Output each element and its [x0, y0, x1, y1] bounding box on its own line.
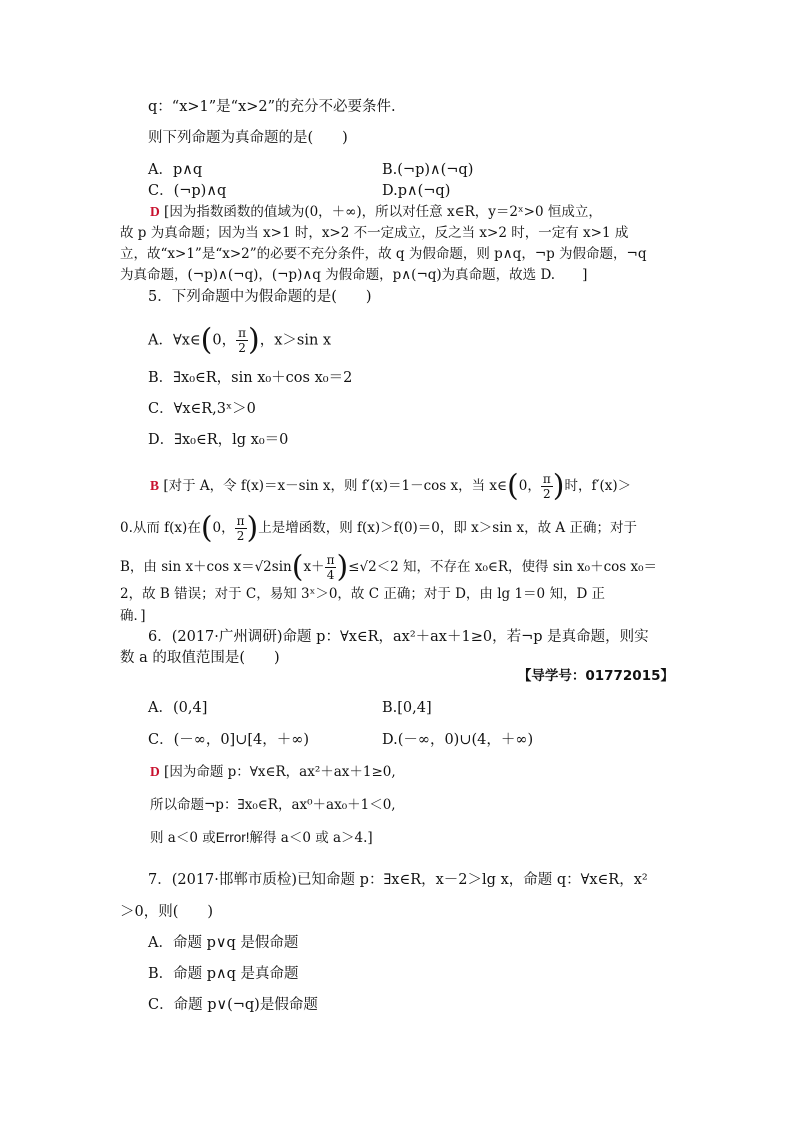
- q4-option-c: C．(¬p)∧q: [148, 183, 227, 199]
- q4-prompt: 则下列命题为真命题的是( ): [148, 130, 348, 146]
- q6-option-d: D.(－∞，0)∪(4，＋∞): [382, 732, 534, 748]
- q6-explanation-line1: D [因为命题 p：∀x∈R，ax²＋ax＋1≥0,: [150, 764, 396, 780]
- q5-explanation-line2: 0.从而 f(x)在(0， $\frac{\pi}{2}$ )上是增函数，则 f(x)＞f(0)＝0，即 x＞sin x，故 A 正确；对于: [120, 510, 637, 546]
- q4-option-b: B.(¬p)∧(¬q): [382, 162, 474, 178]
- q-statement: q：“x>1”是“x>2”的充分不必要条件.: [148, 99, 396, 115]
- q6-explanation-line2: 所以命题¬p：∃x₀∈R，ax⁰＋ax₀＋1＜0,: [150, 797, 396, 813]
- q4-option-d: D.p∧(¬q): [382, 183, 451, 199]
- q6-option-a: A．(0,4]: [148, 700, 208, 716]
- q4-answer-letter: D: [150, 204, 160, 219]
- q5-explanation-line4: 2，故 B 错误；对于 C，易知 3ˣ＞0，故 C 正确；对于 D，由 lg 1＝0 知，D 正: [120, 586, 606, 602]
- q4-explanation-line2: 故 p 为真命题；因为当 x>1 时，x>2 不一定成立，反之当 x>2 时，一定有 x>1 成: [120, 225, 629, 241]
- q4-explanation-line1: D [因为指数函数的值域为(0，＋∞)，所以对任意 x∈R，y＝2ˣ>0 恒成立，: [150, 204, 602, 220]
- field-error-text: Error!: [215, 830, 250, 845]
- q6-option-b: B.[0,4]: [382, 700, 432, 716]
- q5-explanation-line5: 确．]: [120, 608, 146, 624]
- q6-answer-letter: D: [150, 764, 160, 779]
- q7-option-c: C．命题 p∨(¬q)是假命题: [148, 997, 318, 1013]
- pi-over-2-fraction: $\frac{\pi}{2}$: [238, 326, 246, 355]
- q5-explanation-line3: B，由 sin x＋cos x＝√2sin(x＋ $\frac{\pi}{4}$ )≤√2＜2 知，不存在 x₀∈R，使得 sin x₀＋cos x₀＝: [120, 549, 658, 585]
- q7-prompt-line2: ＞0，则( ): [120, 904, 214, 920]
- q6-prompt-line1: 6．(2017·广州调研)命题 p：∀x∈R，ax²＋ax＋1≥0，若¬p 是真命题，则实: [148, 629, 649, 645]
- q7-prompt-line1: 7．(2017·邯郸市质检)已知命题 p：∃x∈R，x－2＞lg x，命题 q：∀x∈R，x²: [148, 872, 648, 888]
- q7-option-b: B．命题 p∧q 是真命题: [148, 966, 299, 982]
- q7-option-a: A．命题 p∨q 是假命题: [148, 935, 299, 951]
- q5-option-d: D．∃x₀∈R，lg x₀＝0: [148, 432, 289, 448]
- q5-prompt: 5．下列命题中为假命题的是( ): [148, 289, 372, 305]
- q6-option-c: C．(－∞，0]∪[4，＋∞): [148, 732, 309, 748]
- guide-number-tag: 【导学号：01772015】: [517, 668, 674, 684]
- q4-option-a: A．p∧q: [148, 162, 203, 178]
- q5-option-c: C．∀x∈R,3ˣ＞0: [148, 401, 256, 417]
- q5-option-b: B．∃x₀∈R，sin x₀＋cos x₀＝2: [148, 370, 353, 386]
- q5-explanation-line1: B [对于 A，令 f(x)＝x－sin x，则 f′(x)＝1－cos x，当 x∈(0， $\frac{\pi}{2}$ )时，f′(x)＞: [150, 468, 632, 504]
- q4-explanation-line4: 为真命题，(¬p)∧(¬q)，(¬p)∧q 为假命题，p∧(¬q)为真命题，故选 D. ]: [120, 267, 588, 283]
- q6-explanation-line3: 则 a＜0 或Error!解得 a＜0 或 a＞4.]: [150, 830, 373, 846]
- q5-option-a: A．∀x∈(0， $\frac{\pi}{2}$ )，x＞sin x: [148, 322, 332, 358]
- q4-explanation-line3: 立，故“x>1”是“x>2”的必要不充分条件，故 q 为假命题，则 p∧q，¬p 为假命题，¬q: [120, 246, 647, 262]
- q6-prompt-line2: 数 a 的取值范围是( ): [120, 650, 280, 666]
- q5-answer-letter: B: [150, 478, 160, 493]
